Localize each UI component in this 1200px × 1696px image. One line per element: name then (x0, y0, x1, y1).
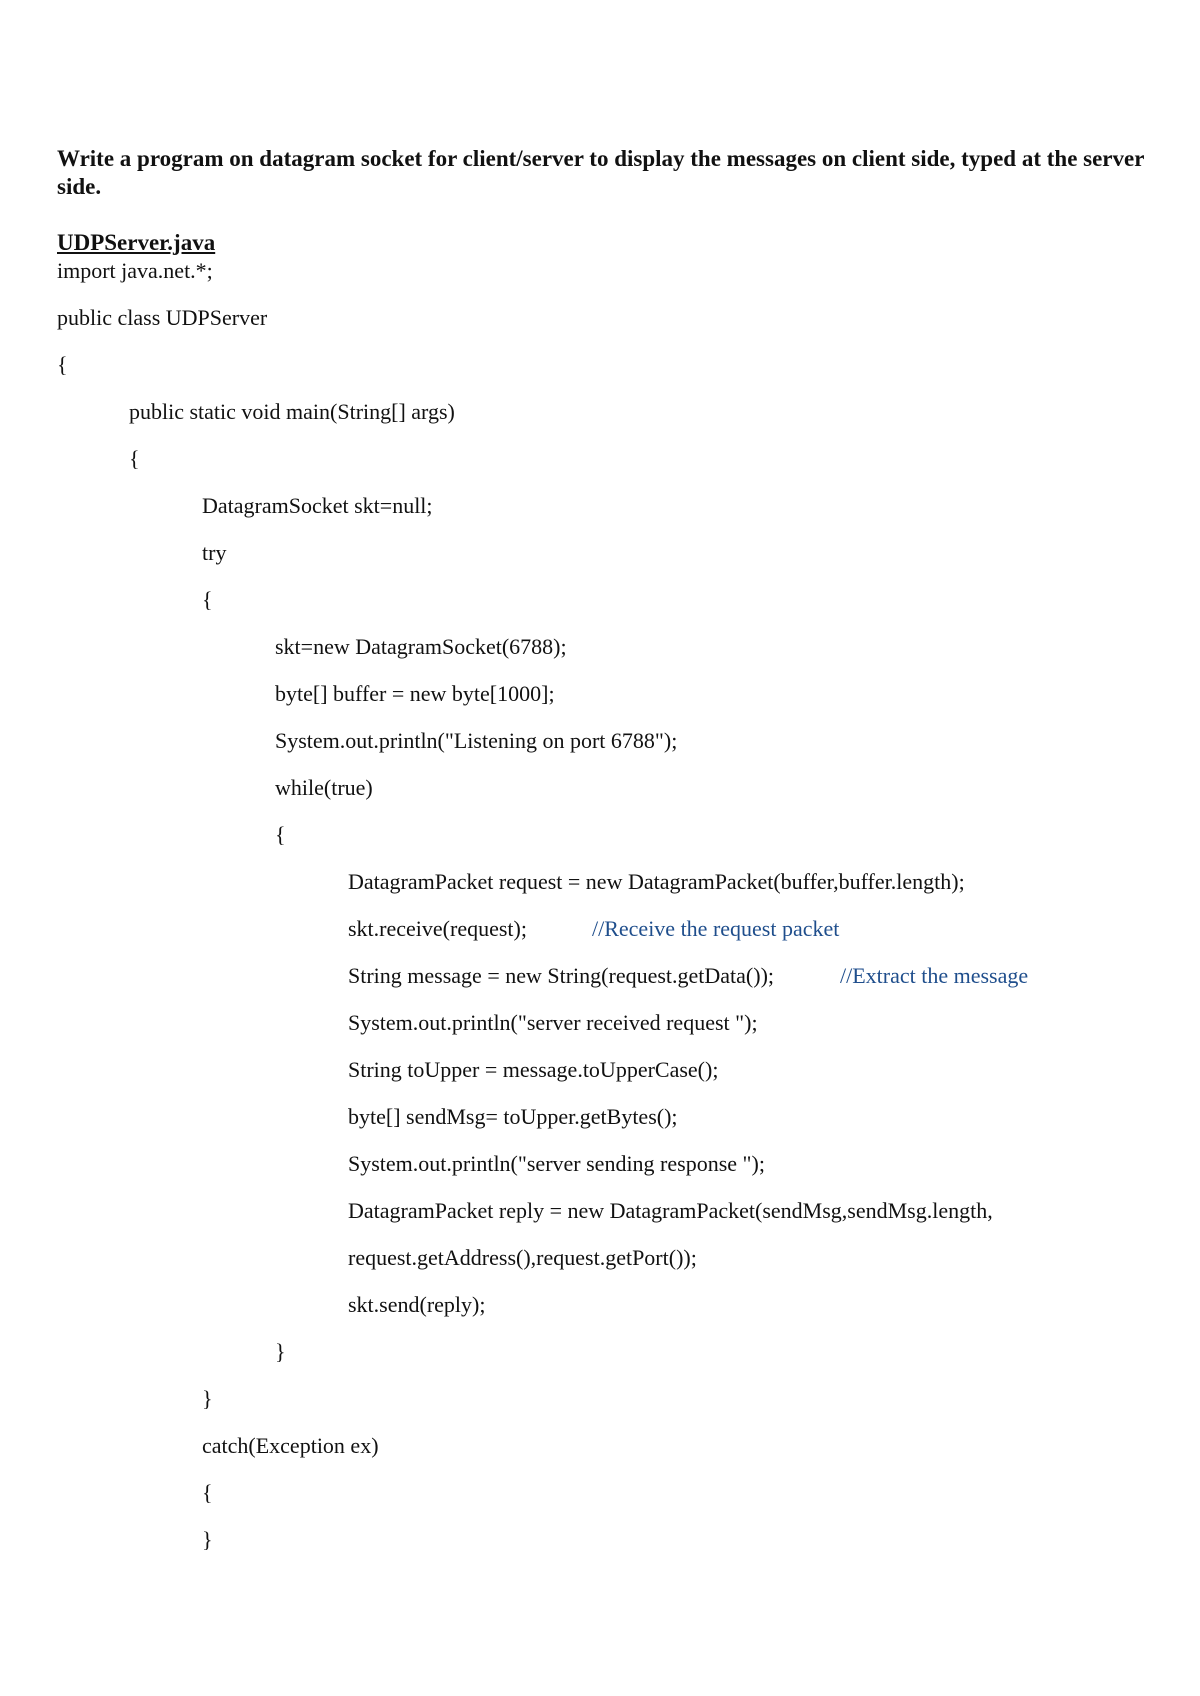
code-line-catch: catch(Exception ex) (202, 1433, 379, 1458)
code-line-socket-new: skt=new DatagramSocket(6788); (275, 634, 567, 659)
code-line-while-open: { (275, 822, 286, 847)
code-line-catch-close: } (202, 1527, 213, 1552)
code-line-socket-decl: DatagramSocket skt=null; (202, 493, 433, 518)
code-line-message: String message = new String(request.getData()); (348, 963, 775, 988)
code-line-send-msg: byte[] sendMsg= toUpper.getBytes(); (348, 1104, 678, 1129)
code-line-catch-open: { (202, 1480, 213, 1505)
code-line-try-close: } (202, 1386, 213, 1411)
code-line-receive: skt.receive(request); (348, 916, 527, 941)
code-line-try-open: { (202, 587, 213, 612)
code-line-class-decl: public class UDPServer (57, 305, 268, 330)
code-line-received-print: System.out.println("server received request "); (348, 1010, 758, 1035)
code-line-request-packet: DatagramPacket request = new DatagramPacket(buffer,buffer.length); (348, 869, 965, 894)
code-line-main-decl: public static void main(String[] args) (129, 399, 455, 424)
comment-extract: //Extract the message (840, 963, 1029, 988)
code-line-send: skt.send(reply); (348, 1292, 486, 1317)
code-line-import: import java.net.*; (57, 258, 213, 283)
code-line-buffer: byte[] buffer = new byte[1000]; (275, 681, 555, 706)
code-line-reply-packet: DatagramPacket reply = new DatagramPacket(sendMsg,sendMsg.length, (348, 1198, 993, 1223)
code-line-to-upper: String toUpper = message.toUpperCase(); (348, 1057, 719, 1082)
code-line-listening: System.out.println("Listening on port 6788"); (275, 728, 678, 753)
code-line-while: while(true) (275, 775, 373, 800)
code-line-reply-address: request.getAddress(),request.getPort()); (348, 1245, 697, 1270)
assignment-heading: Write a program on datagram socket for client/server to display the messages on client side, typed at the server side. (57, 146, 1145, 199)
comment-receive: //Receive the request packet (592, 916, 840, 941)
code-line-try: try (202, 540, 227, 565)
code-line-while-close: } (275, 1339, 286, 1364)
code-line-sending-print: System.out.println("server sending response "); (348, 1151, 765, 1176)
code-line-class-open: { (57, 352, 68, 377)
code-line-main-open: { (129, 446, 140, 471)
file-name: UDPServer.java (57, 230, 216, 255)
